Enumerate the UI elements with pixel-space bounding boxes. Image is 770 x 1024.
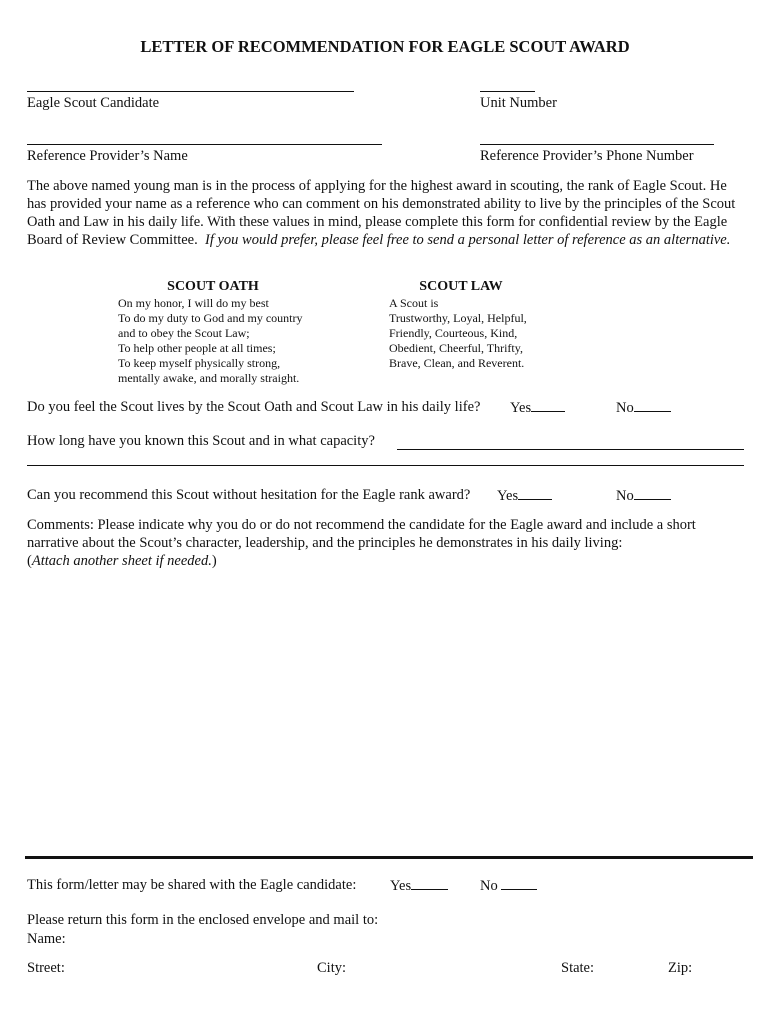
oath-line: To keep myself physically strong, bbox=[118, 356, 281, 370]
return-street-label: Street: bbox=[27, 960, 65, 976]
share-yes[interactable] bbox=[390, 876, 448, 895]
scout-oath-heading: SCOUT OATH bbox=[167, 279, 259, 294]
oath-line: To help other people at all times; bbox=[118, 341, 276, 355]
yes-blank[interactable] bbox=[411, 876, 448, 890]
unit-number-label: Unit Number bbox=[480, 95, 557, 111]
candidate-label: Eagle Scout Candidate bbox=[27, 95, 160, 111]
comments-instructions bbox=[27, 516, 747, 570]
return-name-label: Name: bbox=[27, 931, 66, 947]
scout-law-text bbox=[389, 296, 527, 371]
q1-no[interactable] bbox=[616, 398, 671, 417]
intro-text: The above named young man is in the process of applying for the highest award in scouting, the rank of Eagle Scout. He has provided your name as a reference who can comment on his demonstrated ability to live by the principles of the Scout Oath and Law in his daily life. With these values in mind, please complete this form for confidential review by the Eagle Board of Review Committee. bbox=[27, 178, 736, 248]
scout-oath-text bbox=[118, 296, 302, 386]
scout-law-heading: SCOUT LAW bbox=[419, 279, 503, 294]
no-label: No bbox=[616, 400, 634, 416]
no-label: No bbox=[616, 488, 634, 504]
no-blank[interactable] bbox=[634, 398, 671, 412]
provider-name-label: Reference Provider’s Name bbox=[27, 148, 188, 164]
return-state-label: State: bbox=[561, 960, 595, 976]
q1-yes[interactable] bbox=[510, 398, 565, 417]
no-blank[interactable] bbox=[501, 876, 537, 890]
return-zip-label: Zip: bbox=[668, 960, 693, 976]
provider-name-line[interactable] bbox=[27, 144, 382, 145]
share-no[interactable] bbox=[480, 876, 537, 895]
intro-paragraph bbox=[27, 177, 747, 249]
provider-phone-label: Reference Provider’s Phone Number bbox=[480, 148, 694, 164]
oath-line: On my honor, I will do my best bbox=[118, 296, 269, 310]
law-line: Obedient, Cheerful, Thrifty, bbox=[389, 341, 523, 355]
yes-label: Yes bbox=[510, 400, 532, 416]
section-divider bbox=[25, 856, 753, 859]
return-city-label: City: bbox=[317, 960, 347, 976]
return-instructions: Please return this form in the enclosed envelope and mail to: bbox=[27, 912, 379, 928]
question-oath-law: Do you feel the Scout lives by the Scout Oath and Scout Law in his daily life? bbox=[27, 399, 481, 415]
attach-note: Attach another sheet if needed. bbox=[31, 553, 212, 569]
q3-yes[interactable] bbox=[497, 486, 552, 505]
paren: ( bbox=[27, 553, 32, 569]
paren: ) bbox=[211, 553, 217, 569]
unit-number-line[interactable] bbox=[480, 91, 535, 92]
q3-no[interactable] bbox=[616, 486, 671, 505]
intro-italic: If you would prefer, please feel free to send a personal letter of reference as an alternative. bbox=[205, 232, 731, 248]
yes-blank[interactable] bbox=[518, 486, 552, 500]
document-title: LETTER OF RECOMMENDATION FOR EAGLE SCOUT AWARD bbox=[140, 37, 630, 56]
candidate-line[interactable] bbox=[27, 91, 354, 92]
comments-text: Comments: Please indicate why you do or do not recommend the candidate for the Eagle award and include a short narrative about the Scout’s character, leadership, and the principles he demonstrates in his daily living: bbox=[27, 517, 696, 551]
share-question: This form/letter may be shared with the Eagle candidate: bbox=[27, 877, 357, 893]
known-answer-line[interactable] bbox=[397, 449, 744, 450]
yes-label: Yes bbox=[390, 878, 412, 894]
no-blank[interactable] bbox=[634, 486, 671, 500]
law-line: A Scout is bbox=[389, 296, 439, 310]
question-known-how-long: How long have you known this Scout and in what capacity? bbox=[27, 433, 375, 449]
question-recommend: Can you recommend this Scout without hesitation for the Eagle rank award? bbox=[27, 487, 471, 503]
oath-line: and to obey the Scout Law; bbox=[118, 326, 250, 340]
oath-line: mentally awake, and morally straight. bbox=[118, 371, 300, 385]
oath-line: To do my duty to God and my country bbox=[118, 311, 303, 325]
yes-blank[interactable] bbox=[531, 398, 565, 412]
law-line: Friendly, Courteous, Kind, bbox=[389, 326, 518, 340]
yes-label: Yes bbox=[497, 488, 519, 504]
law-line: Trustworthy, Loyal, Helpful, bbox=[389, 311, 527, 325]
no-label: No bbox=[480, 878, 498, 894]
known-answer-line-2[interactable] bbox=[27, 465, 744, 466]
comments-area[interactable] bbox=[27, 580, 747, 840]
law-line: Brave, Clean, and Reverent. bbox=[389, 356, 525, 370]
provider-phone-line[interactable] bbox=[480, 144, 714, 145]
